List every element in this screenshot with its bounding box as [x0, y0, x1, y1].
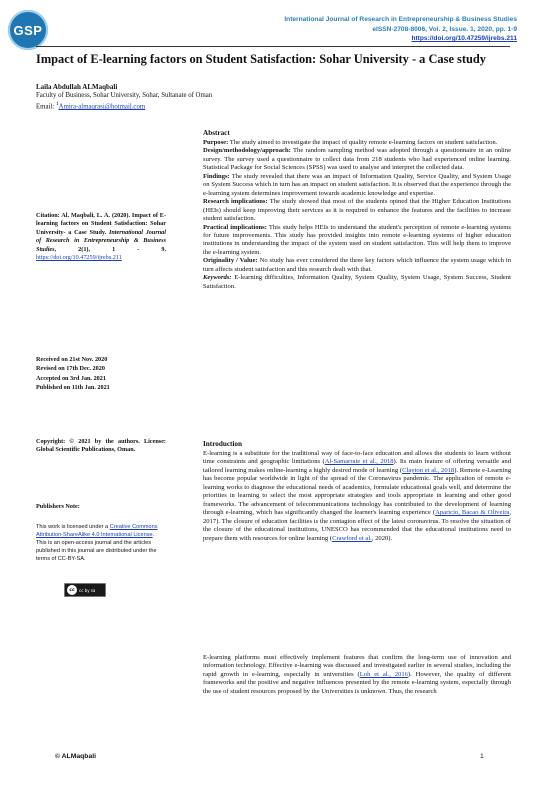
abstract-purpose	[203, 139, 511, 147]
citation-block	[36, 212, 166, 262]
copyright-notice: Copyright: © 2021 by the authors. License: Global Scientific Publications, Oman.	[36, 438, 166, 454]
practical-text: This study helps HEIs to understand the student's perception of remote e-learning systems for future improvements. This study has provided insights into remote e-learning systems of higher education institutions in understanding the impact of the system used on student satisfaction. This will help them to improve the e-learning system.	[203, 223, 511, 256]
intro-text: ). Remote e-Learning has become popular worldwide in light of the spread of the Coronavirus pandemic. The application of remote e-learning works to diagnose the educational needs of academics, formulate educational goals well, and determine the priorities in learning to select the most appropriate strategies and tools appropriate in learning and other good frameworks. The advancement of telecommunications technology has contributed to the development of learning through e-learning, which has significantly changed the learner's learning experience (	[203, 466, 511, 517]
cc-badge-label: cc by sa	[79, 587, 96, 593]
abstract-heading: Abstract	[203, 129, 230, 137]
abstract-findings	[203, 173, 511, 198]
intro-text: ). However, the quality of different frameworks and the positive and negative influences presented by the remote e-learning system, especially through the use of student resources proposed by the Universities is unknown. Thus, the research	[203, 670, 511, 695]
revised-date: Revised on 17th Dec. 2020	[36, 365, 105, 373]
intro-paragraph-1	[203, 450, 511, 543]
findings-text: The study revealed that there was an impact of Information Quality, Service Quality, and System Usage on System Success which in turn has an impact on student satisfaction. It is observed that the experience through the e-learning system determines improvement towards academic knowledge and expertise.	[203, 172, 511, 197]
intro-text: , 2017). The closure of education facilities is the contagion effect of the latest coronavirus. To resolve the situation of the closure of the educational institutions, UNESCO has recommended that the educational institutions need to prepare them with resources for online learning (	[203, 509, 511, 542]
journal-logo: GSP	[8, 10, 48, 50]
page-number: 1	[480, 753, 484, 760]
published-date: Published on 11th Jan. 2021	[36, 384, 110, 392]
received-date: Received on 21st Nov. 2020	[36, 356, 108, 363]
license-text	[36, 523, 166, 563]
intro-paragraph-2	[203, 654, 511, 696]
intro-text: E-learning is a substitute for the traditional way of face-to-face education and allows the students to learn without time constraints and geographic limitations (	[203, 450, 511, 466]
email-link[interactable]: Amira-almaqrasi@hotmail.com	[58, 103, 146, 111]
email-line: Email: $^1$Amira-almaqrasi@hotmail.com	[36, 101, 146, 111]
introduction-heading: Introduction	[203, 440, 243, 448]
publishers-note: Publishers Note:	[36, 503, 80, 510]
citation-link[interactable]: Loh et al., 2016	[359, 670, 408, 678]
abstract-research	[203, 198, 511, 223]
findings-label: Findings:	[203, 172, 230, 180]
author-name: Laila Abdullah ALMaqbali	[36, 83, 118, 91]
issn-info: eISSN-2708-8006, Vol. 2, Issue. 1, 2020, pp. 1-9	[372, 26, 517, 33]
license-link[interactable]: Creative Commons Attribution-ShareAlike 4.0 International License	[36, 524, 158, 538]
abstract-design	[203, 147, 511, 172]
accepted-date: Accepted on 3rd Jan. 2021	[36, 374, 106, 382]
citation-link[interactable]: Clayton et al., 2018	[402, 466, 455, 474]
dates-block	[36, 355, 166, 393]
citation-text: Citation: Al. Maqbali, L. A. (2020). Impact of E-learning factors on Student Satisfaction: Sohar University- a Case Study.	[36, 212, 166, 236]
citation-link[interactable]: Aparicio, Bacao & Oliveira	[435, 509, 510, 517]
intro-text: ). Its main feature of offering versatile and tailored learning makes online-learning a highly desired mode of learning (	[203, 458, 512, 474]
doi-link[interactable]: https://doi.org/10.47259/ijrebs.211	[411, 35, 517, 42]
design-label: Design/methodology/approach:	[203, 147, 291, 155]
header-divider	[36, 46, 510, 47]
intro-text: , 2020).	[371, 534, 393, 542]
keywords-text: E-learning difficulties, Information Quality, System Quality, System Usage, System Success, Student Satisfaction.	[203, 274, 511, 290]
citation-link[interactable]: Crawford et al.	[332, 534, 372, 542]
research-text: The study showed that most of the students opined that the Higher Education Institutions (HEIs) should keep improving their services as it is required to enhance the features and the facilities to increase student satisfaction.	[203, 198, 511, 223]
abstract-keywords	[203, 274, 511, 291]
practical-label: Practical implications:	[203, 223, 267, 231]
keywords-label: Keywords:	[203, 274, 232, 282]
originality-text: No study has ever considered the three key factors which influence the system usage which in turn affects student satisfaction and this research dealt with that.	[203, 257, 511, 273]
intro-text: E-learning platforms must effectively implement features that confirm the long-term use of innovation and information technology. Effective e-learning was discussed and investigated earlier in several studies, including the rapid growth in e-learning, especially in universities (	[203, 654, 511, 678]
design-text: The random sampling method was adopted through a questionnaire in an online survey. The survey used a questionnaire to collect data from 218 students who had experienced online learning. Statistical Package for Social Sciences (SPSS) was used to analyse and interpret the collected data.	[203, 147, 511, 172]
cc-by-sa-badge[interactable]	[64, 583, 106, 597]
footer-author: © ALMaqbali	[55, 753, 97, 760]
purpose-text: The study aimed to investigate the impact of quality remote e-learning factors on student satisfaction.	[228, 139, 498, 146]
purpose-label: Purpose:	[203, 139, 229, 146]
abstract-practical	[203, 224, 511, 258]
originality-label: Originality / Value:	[203, 257, 258, 265]
license-prefix: This work is licensed under a	[36, 524, 110, 530]
email-label: Email:	[36, 103, 56, 111]
paper-title: Impact of E-learning factors on Student Satisfaction: Sohar University - a Case study	[36, 52, 486, 66]
citation-volume: , 2(1), 1 - 9.	[54, 245, 166, 253]
citation-doi-link[interactable]: https://doi.org/10.47259/ijrebs.211	[36, 254, 122, 262]
journal-name: International Journal of Research in Entrepreneurship & Business Studies	[284, 16, 517, 23]
citation-journal: International Journal of Research in Entrepreneurship & Business Studies	[36, 228, 166, 253]
license-suffix: . This is an open-access journal and the articles published in this journal are distributed under the terms of CC-BY-SA.	[36, 532, 157, 562]
citation-link[interactable]: Al-Samarraie et al., 2018	[324, 458, 394, 466]
abstract-body	[203, 139, 511, 291]
affiliation: Faculty of Business, Sohar University, Sohar, Sultanate of Oman	[36, 92, 213, 99]
research-label: Research implications:	[203, 198, 268, 206]
cc-icon: cc	[67, 585, 77, 595]
abstract-originality	[203, 257, 511, 274]
